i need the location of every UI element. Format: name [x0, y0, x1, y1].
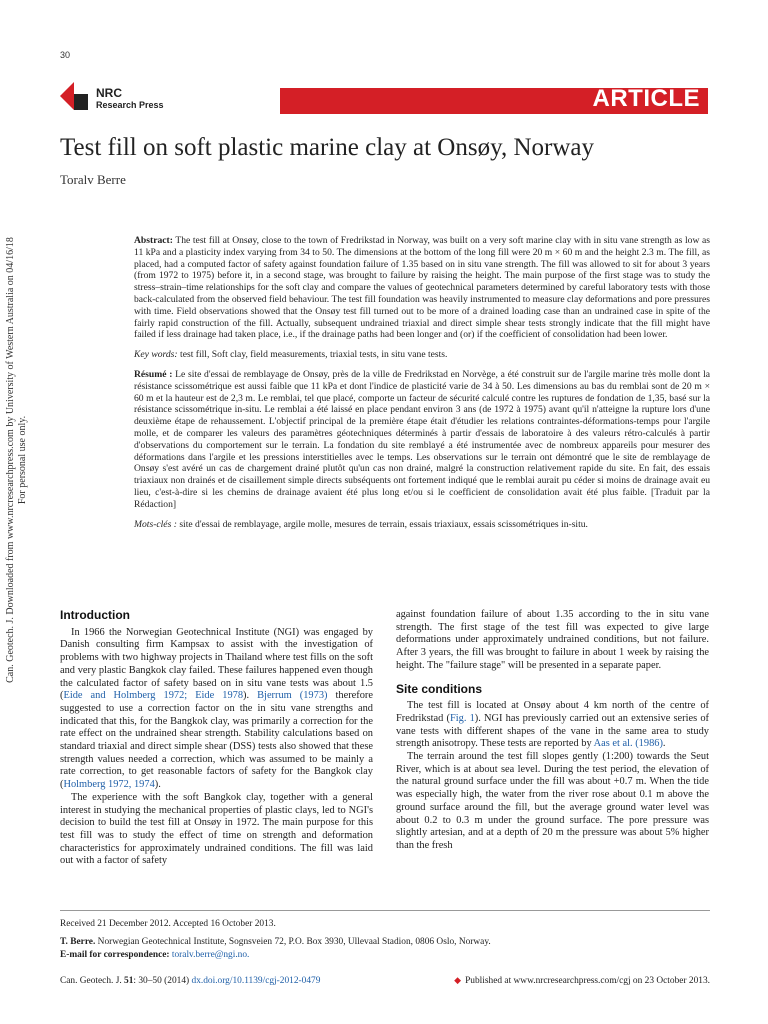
email-link[interactable]: toralv.berre@ngi.no. — [171, 950, 250, 960]
correspondence-label: E-mail for correspondence: — [60, 950, 170, 960]
site-paragraph-1 — [396, 700, 709, 751]
intro-paragraph-2: The experience with the soft Bangkok clay, together with a general interest in studying the mechanical properties of plastic clays, led to NGI's decision to build the test fill at Onsøy in 1972. The main purpose for this test fill was to study the effect of time on strength and deformation characteristics for approximately undrained conditions. The fill was laid out with a factor of safety — [60, 791, 373, 867]
publisher-subname: Research Press — [96, 100, 164, 110]
mots-cles — [134, 519, 710, 531]
abstract-label: Abstract: — [134, 235, 173, 246]
download-watermark-line2: For personal use only. — [17, 415, 28, 505]
intro-paragraph-1 — [60, 627, 373, 792]
resume-text: Le site d'essai de remblayage de Onsøy, près de la ville de Fredrikstad en Norvège, a été construit sur de l'argile marine très molle dont la résistance scissométrique est aussi faible que 11 kPa et dont l'indice de plasticité varie de 34 à 50. Les dimensions au bas du remblai sont de 20 m × 60 m et la hauteur est de 2,3 m. Le remblai, tel que placé, comporte un facteur de sécurité calculé contre les ruptures de fondation de 1,35, basé sur la résistance scissométrique in-situ. Le remblai a été laissé en place pendant environ 3 ans (de 1972 à 1975) avant qu'il n'atteigne la rupture lors d'une deuxième étape de rehaussement. L'objectif principal de la première étape était d'étudier les relations contraintes-déformations-temps pour l'argile molle, et de comparer les valeurs des paramètres géotechniques déterminés à partir d'essais de laboratoire à des valeurs rétro-calculés à partir d'observations du comportement sur le terrain. La fondation du site remblayé a été instrumentée avec de nombreux appareils pour mesurer des déformations dans l'argile et les pressions interstitielles avec le temps. Les observations sur le terrain ont démontré que le site de remblayage de Onsøy s'est avéré un cas de chargement drainé plutôt qu'un cas non drainé, malgré la construction relativement rapide du site. En fait, des essais triaxiaux non drainés et de cisaillement simple directs subséquents ont fortement indiqué que le remblai aurait pu céder si moins de drainage avait eu lieu, c'est-à-dire si les chemins de drainage avaient été plus long et/ou si le coefficient de consolidation avait été plus faible. [Traduit par la Rédaction] — [134, 368, 710, 510]
ref-eide-holmberg-link[interactable]: Eide and Holmberg 1972; Eide 1978 — [63, 690, 244, 702]
ref-bjerrum-link[interactable]: Bjerrum (1973) — [257, 690, 328, 702]
intro-text-d: ). — [154, 779, 161, 791]
footer-divider — [60, 910, 710, 911]
mots-cles-label: Mots-clés : — [134, 518, 177, 530]
citation-line — [60, 975, 710, 987]
download-watermark-line1: Can. Geotech. J. Downloaded from www.nrcresearchpress.com by University of Western Australia on 04/16/18 — [5, 237, 16, 683]
right-column — [396, 609, 709, 853]
doi-link[interactable]: dx.doi.org/10.1139/cgj-2012-0479 — [191, 976, 321, 986]
received-line: Received 21 December 2012. Accepted 16 October 2013. — [60, 919, 276, 929]
introduction-heading: Introduction — [60, 608, 130, 622]
download-watermark — [2, 210, 32, 710]
publisher-name: NRC — [96, 86, 122, 100]
publisher-logo — [58, 80, 198, 120]
abstract — [134, 235, 710, 341]
keywords-text: test fill, Soft clay, field measurements, triaxial tests, in situ vane tests. — [180, 349, 448, 361]
abstract-block — [134, 235, 710, 538]
site-conditions-heading: Site conditions — [396, 681, 483, 696]
abstract-text: The test fill at Onsøy, close to the town of Fredrikstad in Norway, was built on a very soft marine clay with in situ vane strength as low as 11 kPa and a plasticity index varying from 34 to 50. The dimensions at the bottom of the long fill were 20 m × 60 m and the height 2.3 m. The fill, as placed, had a computed factor of safety against foundation failure of 1.35 based on in situ vane strength. The fill was allowed to sit for about 3 years (from 1972 to 1975) before it, in a second stage, was brought to failure by raising the height. The main purpose of the first stage was to study the stress–strain–time relationships for the soft clay and compare the values of geotechnical parameters determined by careful laboratory tests with those back-calculated from the observed field behaviour. The test fill foundation was heavily instrumented to measure clay deformations and pore pressures with time. Field observations showed that the Onsøy test fill turned out to be more of a drained loading case than an undrained case in spite of the fairly rapid construction of the fill. Actually, subsequent undrained triaxial and direct simple shear tests strongly indicate that the fill might have failed if less drainage had taken place, i.e., if the drainage paths had been longer and (or) if the coefficient of consolidation had been lower. — [134, 235, 710, 341]
affiliation-text: Norwegian Geotechnical Institute, Sognsveien 72, P.O. Box 3930, Ullevaal Stadion, 0806 Oslo, Norway. — [97, 937, 491, 947]
intro-text-b: ). — [243, 690, 258, 702]
mots-cles-text: site d'essai de remblayage, argile molle, mesures de terrain, essais triaxiaux, essais scissométriques in-situ. — [179, 518, 588, 530]
page-number: 30 — [60, 50, 71, 60]
citation-journal: Can. Geotech. J. — [60, 976, 122, 986]
article-banner — [280, 85, 708, 114]
correspondence — [60, 949, 710, 961]
keywords — [134, 349, 710, 361]
article-banner-label: ARTICLE — [592, 85, 700, 112]
site-paragraph-2: The terrain around the test fill slopes gently (1:200) towards the Seut River, which is at about sea level. During the test period, the elevation of the natural ground surface under the fill was about +0.7 m. When the tide was especially high, the water from the river rose about 0.1 m above the ground surface around the fill, but the average ground water level was about 0.2 to 0.3 m under the ground surface. The pore pressure was slightly artesian, and at a depth of 20 m the pressure was about 5% higher than the fresh — [396, 751, 709, 851]
published-note — [454, 975, 710, 987]
keywords-label: Key words: — [134, 349, 178, 361]
citation-volume: 51 — [124, 976, 134, 986]
ref-fig1-link[interactable]: Fig. 1 — [449, 712, 475, 724]
affiliation-name: T. Berre. — [60, 937, 96, 947]
right-paragraph-1: against foundation failure of about 1.35 according to the in situ vane strength. The first stage of the test fill was expected to give large deformations under approximately undrained conditions, but not failure. After 3 years, the fill was brought to failure in about 1 week by raising the height. The "failure stage" will be presented in a separate paper. — [396, 609, 709, 671]
resume — [134, 369, 710, 511]
site-text-c: . — [662, 738, 666, 750]
affiliation — [60, 936, 710, 948]
ref-holmberg-link[interactable]: Holmberg 1972, 1974 — [63, 779, 155, 791]
citation-rest: : 30–50 (2014) — [133, 976, 190, 986]
article-title: Test fill on soft plastic marine clay at Onsøy, Norway — [60, 134, 594, 161]
site-text-b: ). NGI has previously carried out an extensive series of vane tests with different shapes of the vane in the same area to study strength anisotropy. These tests are reported by — [396, 712, 709, 750]
intro-text-a: In 1966 the Norwegian Geotechnical Institute (NGI) was engaged by Danish consulting firm Kampsax to assist with the investigation of problems with two highway projects in Thailand where test fills on the soft and very plastic Bangkok clay failed. These failures happened even though the calculated factor of safety based on in situ vane tests was about 1.5 ( — [60, 626, 373, 702]
resume-label: Résumé : — [134, 368, 173, 380]
ref-aas-link[interactable]: Aas et al. (1986) — [593, 738, 663, 750]
site-text-a: The test fill is located at Onsøy about 4 km north of the centre of Fredrikstad ( — [396, 700, 709, 724]
published-text: Published at www.nrcresearchpress.com/cgj on 23 October 2013. — [465, 976, 710, 986]
left-column — [60, 609, 373, 868]
article-author: Toralv Berre — [60, 172, 126, 187]
intro-text-c: therefore suggested to use a correction factor on the in situ vane strengths and indicated that this, for the Bangkok clay, was primarily a correction for the rate effect on the undrained shear strength. Stability calculations based on standard triaxial and direct simple shear (DSS) tests also showed that these strength values needed a correction, which was assumed to be mainly a rate correction, to get reasonable factors of safety for the Bangkok clay ( — [60, 690, 373, 791]
maple-leaf-icon — [58, 80, 92, 114]
leaf-icon: ◆ — [454, 976, 462, 986]
